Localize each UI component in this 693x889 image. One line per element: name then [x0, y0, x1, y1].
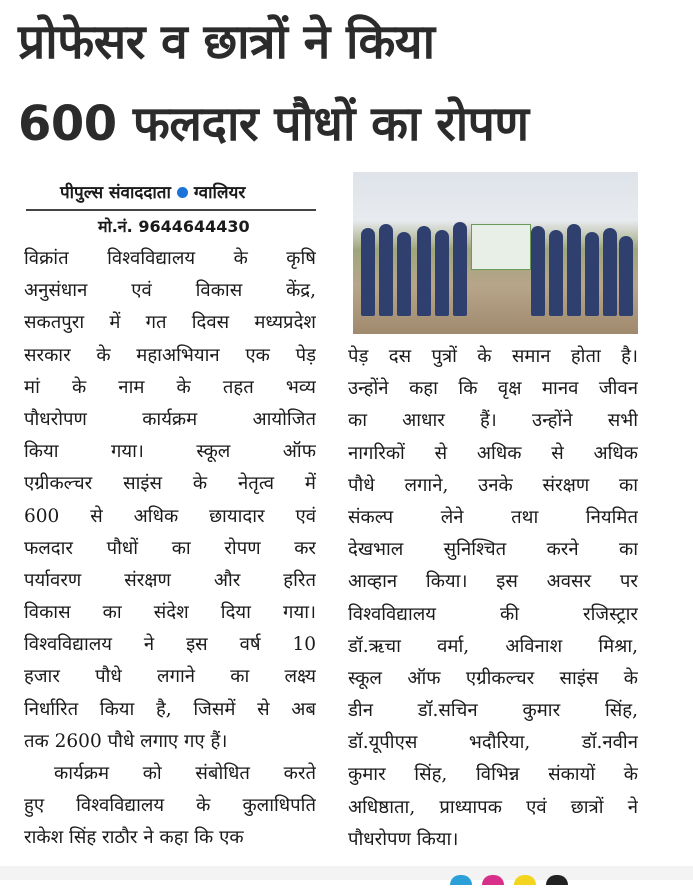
article-line: 600 से अधिक छायादार एवं: [24, 505, 316, 527]
article-line: सकतपुरा में गत दिवस मध्यप्रदेश: [24, 312, 316, 334]
article-line: अधिष्ठाता, प्राध्यापक एवं छात्रों ने: [348, 796, 638, 818]
photo-person: [379, 224, 393, 316]
article-line: राकेश सिंह राठौर ने कहा कि एक: [24, 827, 244, 849]
article-line: डीन डॉ.सचिन कुमार सिंह,: [348, 700, 638, 722]
byline: [60, 180, 310, 203]
photo-person: [549, 230, 563, 316]
article-line: पौधरोपण कार्यक्रम आयोजित: [24, 408, 316, 430]
headline-line-1: प्रोफेसर व छात्रों ने किया: [18, 14, 435, 70]
article-line: कुमार सिंह, विभिन्न संकायों के: [348, 764, 638, 786]
photo-person: [417, 226, 431, 316]
article-line: पेड़ दस पुत्रों के समान होता है।: [348, 346, 638, 367]
reporter-name: पीपुल्स संवाददाता: [60, 183, 171, 203]
reporter-mobile: मो.नं. 9644644430: [98, 217, 250, 236]
photo-person: [603, 228, 617, 316]
article-line: मां के नाम के तहत भव्य: [24, 376, 316, 398]
article-line: पर्यावरण संरक्षण और हरित: [24, 569, 316, 591]
page-bottom-strip: [0, 866, 693, 880]
article-line: तक 2600 पौधे लगाए गए हैं।: [24, 730, 228, 752]
byline-divider: [26, 209, 316, 211]
article-line: सरकार के महाअभियान एक पेड़: [24, 344, 316, 366]
city-name: ग्वालियर: [193, 183, 246, 203]
article-line: विश्वविद्यालय ने इस वर्ष 10: [24, 634, 316, 656]
article-line: पौधे लगाने, उनके संरक्षण का: [348, 474, 638, 496]
photo-person: [397, 232, 411, 316]
article-line: का आधार हैं। उन्होंने सभी: [348, 410, 638, 432]
article-line: नागरिकों से अधिक से अधिक: [348, 442, 638, 464]
article-line: देखभाल सुनिश्चित करने का: [348, 539, 638, 561]
bullet-dot-icon: [177, 187, 188, 198]
headline-line-2: 600 फलदार पौधों का रोपण: [18, 96, 529, 152]
article-line: हुए विश्वविद्यालय के कुलाधिपति: [24, 795, 316, 817]
article-line: पौधरोपण किया।: [348, 828, 459, 850]
article-line: फलदार पौधों का रोपण कर: [24, 537, 316, 559]
article-line: संकल्प लेने तथा नियमित: [348, 506, 638, 528]
article-line: उन्होंने कहा कि वृक्ष मानव जीवन: [348, 378, 638, 400]
article-column-left: [24, 243, 316, 855]
article-line: विक्रांत विश्वविद्यालय के कृषि: [24, 248, 316, 269]
article-line: निर्धारित किया है, जिसमें से अब: [24, 698, 316, 720]
article-line: डॉ.ऋचा वर्मा, अविनाश मिश्रा,: [348, 635, 638, 657]
news-photo-plantation: [353, 172, 638, 334]
photo-banner: [471, 224, 531, 270]
photo-person: [453, 222, 467, 316]
photo-person: [619, 236, 633, 316]
article-line: विकास का संदेश दिया गया।: [24, 602, 316, 624]
photo-person: [531, 226, 545, 316]
article-line: डॉ.यूपीएस भदौरिया, डॉ.नवीन: [348, 732, 638, 754]
photo-person: [585, 232, 599, 316]
photo-person: [361, 228, 375, 316]
photo-person: [435, 230, 449, 316]
article-line: किया गया। स्कूल ऑफ: [24, 441, 316, 463]
article-line: हजार पौधे लगाने का लक्ष्य: [24, 666, 316, 688]
photo-person: [567, 224, 581, 316]
article-line: स्कूल ऑफ एग्रीकल्चर साइंस के: [348, 667, 638, 689]
article-line: आव्हान किया। इस अवसर पर: [348, 571, 638, 593]
article-line: विश्वविद्यालय की रजिस्ट्रार: [348, 603, 638, 625]
article-column-right: [348, 341, 638, 856]
article-line: एग्रीकल्चर साइंस के नेतृत्व में: [24, 473, 316, 495]
article-line: अनुसंधान एवं विकास केंद्र,: [24, 280, 316, 302]
article-line: कार्यक्रम को संबोधित करते: [54, 763, 316, 784]
